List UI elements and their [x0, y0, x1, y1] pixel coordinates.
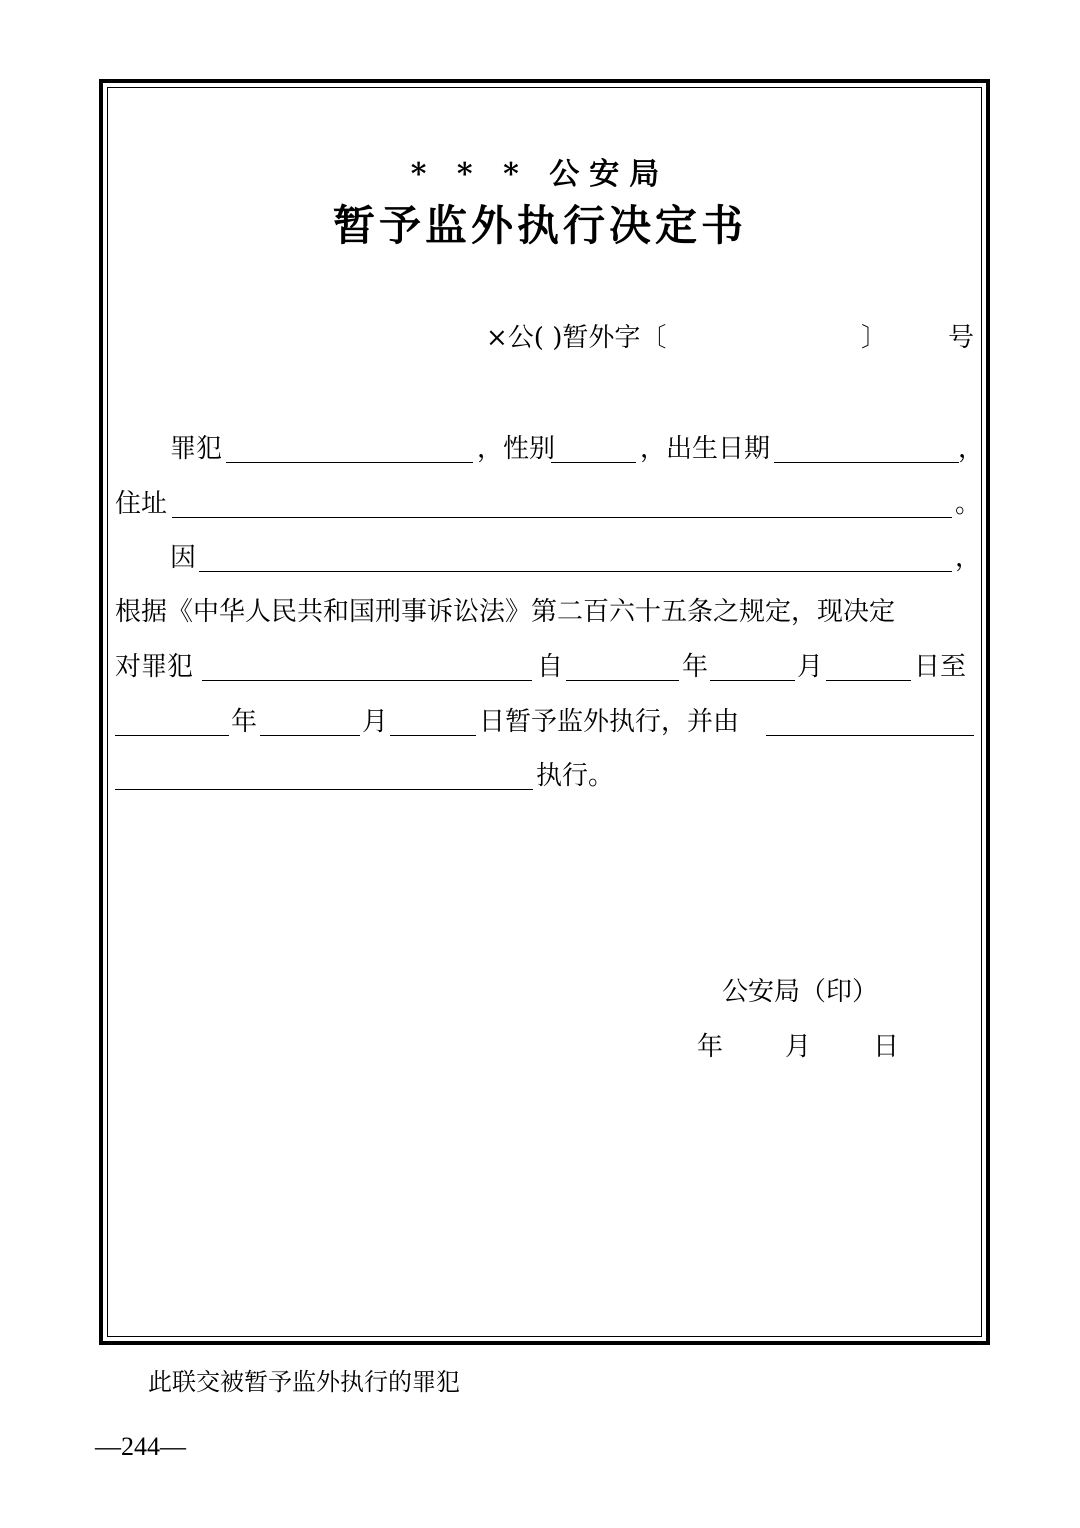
field-start-month[interactable] — [710, 680, 795, 681]
page-number: —244— — [95, 1432, 186, 1461]
field-executing-body[interactable] — [766, 735, 974, 736]
field-gender[interactable] — [551, 462, 636, 463]
label-execute: 执行。 — [536, 761, 615, 791]
field-address[interactable] — [172, 517, 952, 518]
document-number — [486, 323, 975, 353]
field-end-year[interactable] — [115, 735, 229, 736]
punct-comma: ， — [955, 543, 982, 573]
label-day-exec: 日暂予监外执行，并由 — [479, 707, 740, 737]
label-year: 年 — [231, 707, 258, 737]
doc-number-suffix: 号 — [948, 323, 975, 353]
doc-number-prefix: ×公( )暂外字〔 — [486, 323, 667, 353]
field-criminal-name-2[interactable] — [202, 680, 532, 681]
label-month: 月 — [362, 707, 389, 737]
punct-period: 。 — [955, 489, 982, 519]
field-end-month[interactable] — [260, 735, 360, 736]
seal-line: 公安局（印） — [722, 977, 879, 1007]
sign-year: 年 — [697, 1032, 724, 1062]
sign-day: 日 — [873, 1032, 900, 1062]
label-gender: ，性别 — [477, 434, 556, 464]
punct-comma: ， — [958, 434, 985, 464]
sign-month: 月 — [785, 1032, 812, 1062]
label-birth-date: ，出生日期 — [640, 434, 771, 464]
field-start-day[interactable] — [826, 680, 911, 681]
legal-basis-text: 根据《中华人民共和国刑事诉讼法》第二百六十五条之规定，现决定 — [115, 597, 896, 627]
agency-name: * * * 公安局 — [410, 157, 670, 192]
field-start-year[interactable] — [566, 680, 679, 681]
field-end-day[interactable] — [390, 735, 476, 736]
label-from: 自 — [537, 652, 564, 682]
label-day-to: 日至 — [914, 652, 967, 682]
field-birth-date[interactable] — [774, 462, 959, 463]
label-to-criminal: 对罪犯 — [115, 652, 194, 682]
doc-number-bracket-close: 〕 — [861, 323, 888, 353]
label-month: 月 — [797, 652, 824, 682]
label-year: 年 — [682, 652, 709, 682]
copy-note: 此联交被暂予监外执行的罪犯 — [148, 1368, 460, 1396]
label-because: 因 — [170, 543, 197, 573]
document-title: 暂予监外执行决定书 — [332, 201, 747, 250]
field-criminal-name[interactable] — [226, 462, 473, 463]
label-address: 住址 — [115, 489, 168, 519]
label-criminal: 罪犯 — [170, 434, 223, 464]
field-reason[interactable] — [199, 571, 952, 572]
field-executing-body-cont[interactable] — [115, 789, 533, 790]
